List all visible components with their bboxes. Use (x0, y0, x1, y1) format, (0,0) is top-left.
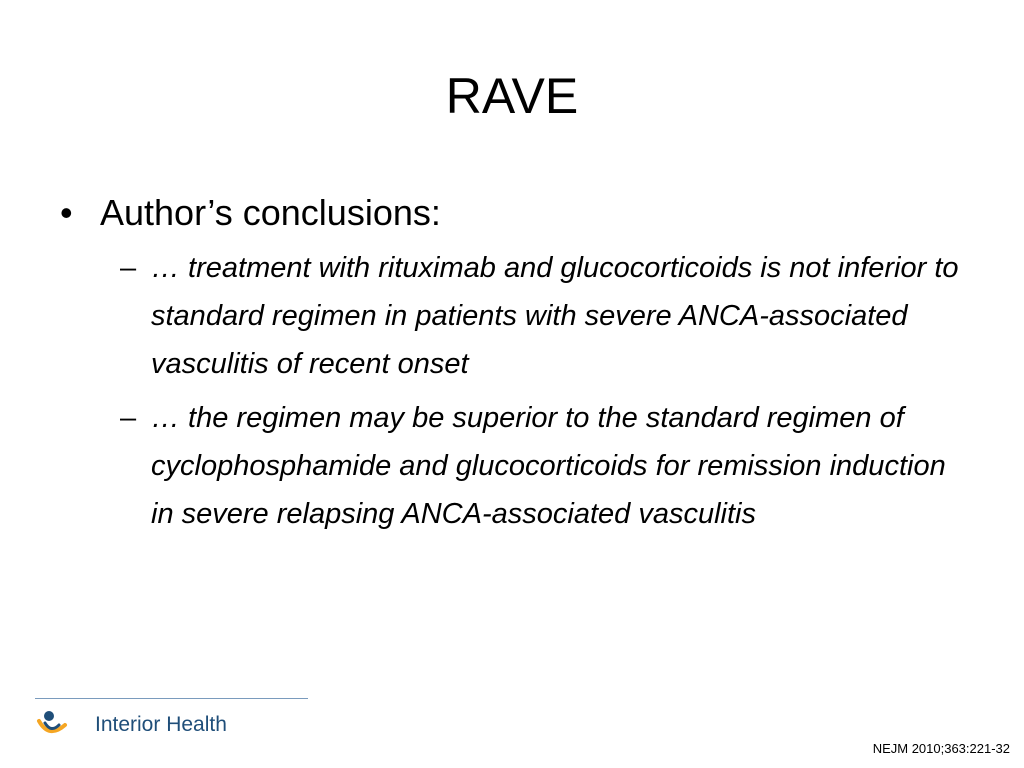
bullet-text: Author’s conclusions: (100, 192, 441, 233)
logo-text: Interior Health (95, 713, 227, 736)
bullet-marker: • (60, 192, 73, 233)
sub-bullet-list (120, 244, 960, 538)
interior-health-logo (35, 705, 227, 745)
sub-bullet-text: … treatment with rituximab and glucocorticoids is not inferior to standard regimen in patients with severe ANCA-associated vasculitis of recent onset (151, 252, 959, 380)
sub-bullet-marker: – (120, 402, 137, 434)
citation: NEJM 2010;363:221-32 (872, 741, 1010, 756)
bullet-item (60, 188, 960, 238)
slide-title: RAVE (445, 68, 579, 124)
sub-bullet-marker: – (120, 252, 137, 284)
sub-bullet-item (120, 244, 960, 388)
footer-divider (35, 698, 308, 699)
sub-bullet-text: … the regimen may be superior to the standard regimen of cyclophosphamide and glucocorticoids for remission induction in severe relapsing ANCA-associated vasculitis (151, 402, 946, 530)
slide-body (60, 188, 960, 544)
interior-health-logo-icon (35, 705, 87, 745)
sub-bullet-item (120, 394, 960, 538)
